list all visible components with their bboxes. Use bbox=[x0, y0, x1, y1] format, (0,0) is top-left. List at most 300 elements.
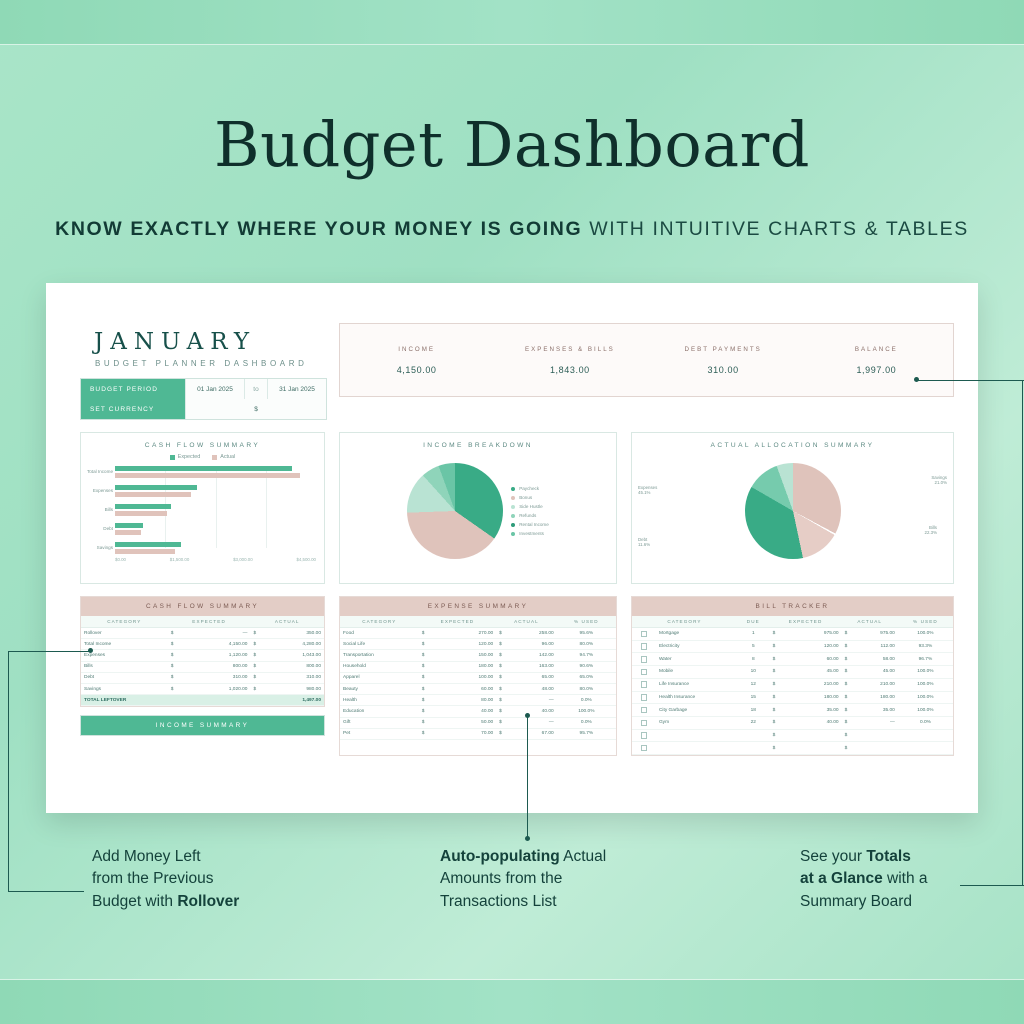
cell: $ bbox=[496, 661, 514, 672]
cell: 150.00 bbox=[442, 650, 497, 661]
cell: 120.00 bbox=[791, 640, 842, 653]
annotation-transactions bbox=[440, 846, 690, 913]
cell: 210.00 bbox=[858, 678, 898, 691]
cell: 980.00 bbox=[270, 683, 324, 694]
checkbox-icon[interactable] bbox=[641, 631, 648, 638]
table-row[interactable] bbox=[81, 650, 324, 661]
annotation-line: from the Previous bbox=[92, 870, 214, 888]
cash-flow-summary-table bbox=[80, 596, 325, 707]
cell: Food bbox=[340, 628, 419, 639]
cell: 67.00 bbox=[514, 728, 557, 739]
checkbox-icon[interactable] bbox=[641, 656, 648, 663]
annotation-summary bbox=[800, 846, 1000, 913]
table-row[interactable] bbox=[340, 639, 616, 650]
bar-row bbox=[92, 485, 316, 501]
bar-row-label: Debt bbox=[103, 526, 113, 531]
top-hairline bbox=[0, 44, 1024, 45]
cell: $ bbox=[770, 691, 791, 704]
kpi-strip bbox=[339, 323, 954, 397]
table-row[interactable] bbox=[632, 729, 953, 742]
cell: $ bbox=[770, 653, 791, 666]
table-row[interactable] bbox=[632, 742, 953, 755]
pie-legend-item bbox=[511, 531, 549, 536]
bar-row-label: Total Income bbox=[86, 469, 113, 474]
legend-swatch-icon bbox=[212, 455, 217, 460]
table-total-row bbox=[81, 695, 324, 706]
annotation-line: Budget with bbox=[92, 892, 178, 910]
cell: $ bbox=[168, 672, 190, 683]
cell: $ bbox=[419, 650, 442, 661]
cell: $ bbox=[168, 628, 190, 639]
cell: 112.00 bbox=[858, 640, 898, 653]
cell: Expenses bbox=[81, 650, 168, 661]
cash-flow-bars bbox=[86, 466, 316, 562]
annotation-line: Add Money Left bbox=[92, 848, 201, 865]
leader-node-summary bbox=[914, 377, 919, 382]
income-breakdown-panel bbox=[339, 432, 617, 584]
table-row[interactable] bbox=[81, 672, 324, 683]
cell: $ bbox=[250, 661, 269, 672]
bar-row bbox=[104, 504, 316, 520]
alloc-callout-savings bbox=[931, 475, 947, 485]
cell: 800.00 bbox=[270, 661, 324, 672]
cell bbox=[858, 742, 898, 755]
period-end-field[interactable]: 31 Jan 2025 bbox=[267, 379, 326, 399]
annotation-line: Transactions List bbox=[440, 892, 557, 910]
cell: 800.00 bbox=[190, 661, 251, 672]
table-row[interactable] bbox=[340, 661, 616, 672]
legend-expected-label: Expected bbox=[177, 454, 201, 460]
pie-legend-label: Side Hustle bbox=[519, 504, 543, 509]
annotation-bold: at a Glance bbox=[800, 870, 883, 888]
cell: 1,120.00 bbox=[190, 650, 251, 661]
budget-period-label: BUDGET PERIOD bbox=[81, 379, 185, 399]
cell: 95.7% bbox=[557, 728, 616, 739]
table-row[interactable] bbox=[340, 683, 616, 694]
cell: 975.00 bbox=[791, 628, 842, 641]
top-band bbox=[0, 0, 1024, 44]
cell: 60.00 bbox=[791, 653, 842, 666]
cell bbox=[737, 729, 770, 742]
bill-tracker-table bbox=[631, 596, 954, 756]
cell: 163.00 bbox=[514, 661, 557, 672]
annotation-bold: Totals bbox=[866, 848, 911, 865]
page-title: Budget Dashboard bbox=[214, 108, 810, 181]
table-row[interactable] bbox=[632, 704, 953, 717]
leader-line-left-horizontal bbox=[8, 651, 92, 652]
period-start-field[interactable]: 01 Jan 2025 bbox=[185, 379, 244, 399]
leader-line-middle bbox=[527, 716, 528, 838]
annotation-line: Summary Board bbox=[800, 892, 912, 910]
table-row[interactable] bbox=[340, 628, 616, 639]
bill-checkbox[interactable] bbox=[632, 716, 656, 729]
cell: Health Insurance bbox=[656, 691, 737, 704]
cell: 93.3% bbox=[898, 640, 953, 653]
table-row[interactable] bbox=[632, 653, 953, 666]
bar-row bbox=[103, 523, 316, 539]
table-row[interactable] bbox=[340, 650, 616, 661]
annotation-rollover bbox=[92, 846, 322, 913]
cell: $ bbox=[419, 728, 442, 739]
cell: 40.00 bbox=[514, 706, 557, 717]
page-subtitle bbox=[0, 218, 1024, 241]
table-row[interactable] bbox=[81, 628, 324, 639]
cell: 65.0% bbox=[557, 672, 616, 683]
alloc-callout-debt bbox=[638, 537, 650, 547]
cell: 65.00 bbox=[514, 672, 557, 683]
cell: 100.0% bbox=[557, 706, 616, 717]
cell: 8 bbox=[737, 653, 770, 666]
cell: — bbox=[858, 716, 898, 729]
pie-legend-item bbox=[511, 495, 549, 500]
cell: 90.6% bbox=[557, 661, 616, 672]
spreadsheet-card bbox=[46, 283, 978, 813]
bill-checkbox[interactable] bbox=[632, 653, 656, 666]
cell: $ bbox=[250, 628, 269, 639]
cell: Water bbox=[656, 653, 737, 666]
cell: 100.0% bbox=[898, 704, 953, 717]
cell: 0.0% bbox=[557, 717, 616, 728]
cell: 100.0% bbox=[898, 628, 953, 641]
bill-checkbox[interactable] bbox=[632, 691, 656, 704]
cell: 120.00 bbox=[442, 639, 497, 650]
cell: Social Life bbox=[340, 639, 419, 650]
column-header: ACTUAL bbox=[496, 616, 557, 628]
cell: $ bbox=[496, 728, 514, 739]
checkbox-icon[interactable] bbox=[641, 669, 648, 676]
table-row[interactable] bbox=[632, 666, 953, 679]
income-summary-title: INCOME SUMMARY bbox=[80, 715, 325, 736]
bill-table-title: BILL TRACKER bbox=[632, 597, 953, 616]
cell: 1,043.00 bbox=[270, 650, 324, 661]
cell: $ bbox=[770, 704, 791, 717]
leader-node-rollover bbox=[88, 648, 93, 653]
legend-actual bbox=[212, 454, 235, 460]
pie-legend-label: Bonus bbox=[519, 495, 533, 500]
bill-checkbox[interactable] bbox=[632, 628, 656, 641]
kpi-income-value: 4,150.00 bbox=[396, 364, 437, 375]
axis-tick: $3,000.00 bbox=[233, 557, 253, 562]
leader-node-transactions bbox=[525, 713, 530, 718]
axis-tick: $4,500.00 bbox=[296, 557, 316, 562]
table-row[interactable] bbox=[632, 716, 953, 729]
cell: 35.00 bbox=[791, 704, 842, 717]
kpi-expenses-label: EXPENSES & BILLS bbox=[524, 345, 615, 353]
cell: 58.00 bbox=[858, 653, 898, 666]
kpi-income bbox=[340, 346, 493, 375]
cell: 4,150.00 bbox=[190, 639, 251, 650]
cell: 258.00 bbox=[514, 628, 557, 639]
checkbox-icon[interactable] bbox=[641, 732, 648, 739]
month-subheading: BUDGET PLANNER DASHBOARD bbox=[95, 359, 308, 368]
cell: $ bbox=[842, 666, 859, 679]
cell: $ bbox=[250, 650, 269, 661]
cell: 35.00 bbox=[858, 704, 898, 717]
annotation-line: Actual bbox=[559, 848, 607, 865]
cell: 15 bbox=[737, 691, 770, 704]
kpi-income-label: INCOME bbox=[398, 345, 435, 353]
table-row[interactable] bbox=[632, 640, 953, 653]
annotation-line: Amounts from the bbox=[440, 870, 563, 888]
cell: Mobile bbox=[656, 666, 737, 679]
table-row[interactable] bbox=[340, 706, 616, 717]
cell: Apparel bbox=[340, 672, 419, 683]
bill-checkbox[interactable] bbox=[632, 640, 656, 653]
table-row[interactable] bbox=[81, 683, 324, 694]
table-row[interactable] bbox=[340, 728, 616, 739]
cell: $ bbox=[419, 661, 442, 672]
cell: $ bbox=[419, 695, 442, 706]
cell: 100.0% bbox=[898, 666, 953, 679]
actual-allocation-panel bbox=[631, 432, 954, 584]
cell bbox=[656, 742, 737, 755]
alloc-callout-label: Debt bbox=[638, 537, 648, 542]
bar-row-label: Bills bbox=[104, 507, 113, 512]
table-row[interactable] bbox=[340, 717, 616, 728]
expense-summary-table bbox=[339, 596, 617, 756]
cash-flow-legend bbox=[81, 454, 324, 460]
column-header: EXPECTED bbox=[770, 616, 842, 628]
actual-allocation-title: ACTUAL ALLOCATION SUMMARY bbox=[710, 442, 875, 449]
leader-line-left-bottom bbox=[8, 891, 84, 892]
leader-line-left-vertical bbox=[8, 651, 9, 891]
alloc-callout-label: Savings bbox=[931, 475, 947, 480]
pie-legend-item bbox=[511, 486, 549, 491]
cell: $ bbox=[168, 650, 190, 661]
column-header: CATEGORY bbox=[81, 616, 168, 628]
leader-line-right-top bbox=[918, 380, 1024, 381]
cash-flow-table-wrap bbox=[80, 596, 325, 756]
leader-line-right-vertical bbox=[1022, 380, 1023, 885]
cell: 210.00 bbox=[791, 678, 842, 691]
cell bbox=[791, 742, 842, 755]
cell: $ bbox=[770, 716, 791, 729]
allocation-pie-chart bbox=[745, 463, 841, 559]
cell: $ bbox=[419, 683, 442, 694]
cell: $ bbox=[842, 640, 859, 653]
income-pie-chart bbox=[407, 463, 503, 559]
cell: Total Income bbox=[81, 639, 168, 650]
cell: 18 bbox=[737, 704, 770, 717]
total-value: 1,497.00 bbox=[270, 695, 324, 706]
cell: 142.00 bbox=[514, 650, 557, 661]
bill-checkbox[interactable] bbox=[632, 666, 656, 679]
expense-table-title: EXPENSE SUMMARY bbox=[340, 597, 616, 616]
table-row[interactable] bbox=[632, 628, 953, 641]
table-row[interactable] bbox=[81, 639, 324, 650]
cash-flow-chart-title: CASH FLOW SUMMARY bbox=[144, 442, 261, 449]
table-header-row bbox=[340, 616, 616, 628]
cell: $ bbox=[250, 639, 269, 650]
cell: 0.0% bbox=[898, 716, 953, 729]
checkbox-icon[interactable] bbox=[641, 643, 648, 650]
cell: $ bbox=[842, 742, 859, 755]
cell: 95.6% bbox=[557, 628, 616, 639]
cell: $ bbox=[842, 678, 859, 691]
checkbox-icon[interactable] bbox=[641, 720, 648, 727]
alloc-callout-bills bbox=[925, 525, 937, 535]
leader-node-transactions-end bbox=[525, 836, 530, 841]
pie-legend-item bbox=[511, 504, 549, 509]
charts-row bbox=[80, 432, 954, 584]
cell bbox=[656, 729, 737, 742]
income-pie-legend bbox=[511, 486, 549, 536]
alloc-callout-value: 22.3% bbox=[924, 530, 937, 535]
kpi-expenses bbox=[493, 346, 646, 375]
bar-row-label: Expenses bbox=[92, 488, 113, 493]
cell: $ bbox=[496, 639, 514, 650]
legend-actual-label: Actual bbox=[220, 454, 236, 460]
checkbox-icon[interactable] bbox=[641, 707, 648, 714]
column-header: CATEGORY bbox=[632, 616, 737, 628]
cell: $ bbox=[842, 653, 859, 666]
cell: 100.0% bbox=[898, 678, 953, 691]
cell: Gym bbox=[656, 716, 737, 729]
cell: — bbox=[514, 717, 557, 728]
alloc-callout-value: 45.1% bbox=[638, 490, 651, 495]
legend-expected bbox=[170, 454, 200, 460]
cell: 975.00 bbox=[858, 628, 898, 641]
cell: $ bbox=[770, 729, 791, 742]
cell: 12 bbox=[737, 678, 770, 691]
cell: 350.00 bbox=[270, 628, 324, 639]
cell: Electricity bbox=[656, 640, 737, 653]
cell: $ bbox=[770, 628, 791, 641]
cell: Beauty bbox=[340, 683, 419, 694]
cell: $ bbox=[496, 650, 514, 661]
income-breakdown-title: INCOME BREAKDOWN bbox=[423, 442, 533, 449]
cell: $ bbox=[496, 695, 514, 706]
table-row[interactable] bbox=[632, 678, 953, 691]
checkbox-icon[interactable] bbox=[641, 745, 648, 752]
pie-legend-label: Investments bbox=[519, 531, 544, 536]
cell: $ bbox=[168, 639, 190, 650]
cell: 80.0% bbox=[557, 683, 616, 694]
cell: 0.0% bbox=[557, 695, 616, 706]
kpi-debt-label: DEBT PAYMENTS bbox=[684, 345, 762, 353]
cell: $ bbox=[842, 704, 859, 717]
cell: Gift bbox=[340, 717, 419, 728]
cell bbox=[250, 695, 269, 706]
cell bbox=[737, 742, 770, 755]
cell: Transportation bbox=[340, 650, 419, 661]
axis-tick: $1,500.00 bbox=[169, 557, 190, 562]
cell: Life Insurance bbox=[656, 678, 737, 691]
cell: Education bbox=[340, 706, 419, 717]
cash-flow-chart-panel bbox=[80, 432, 325, 584]
cell: 100.00 bbox=[442, 672, 497, 683]
cell: 60.00 bbox=[442, 683, 497, 694]
column-header: CATEGORY bbox=[340, 616, 419, 628]
period-between-label: to bbox=[244, 379, 267, 399]
cell: Mortgage bbox=[656, 628, 737, 641]
cell: 45.00 bbox=[791, 666, 842, 679]
bill-checkbox[interactable] bbox=[632, 678, 656, 691]
cash-flow-table-title: CASH FLOW SUMMARY bbox=[81, 597, 324, 616]
cell: City Garbage bbox=[656, 704, 737, 717]
kpi-debt bbox=[647, 346, 800, 375]
cell: 4,280.00 bbox=[270, 639, 324, 650]
cell: $ bbox=[419, 639, 442, 650]
cell: 48.00 bbox=[514, 683, 557, 694]
cash-flow-axis bbox=[115, 557, 316, 562]
cell: $ bbox=[770, 666, 791, 679]
cell: Pet bbox=[340, 728, 419, 739]
kpi-balance-label: BALANCE bbox=[854, 345, 898, 353]
alloc-callout-label: Bills bbox=[928, 525, 937, 530]
alloc-callout-expenses bbox=[638, 485, 657, 495]
column-header: ACTUAL bbox=[250, 616, 324, 628]
cell: 180.00 bbox=[858, 691, 898, 704]
cell: 40.00 bbox=[442, 706, 497, 717]
pie-legend-label: Paycheck bbox=[519, 486, 540, 491]
table-row[interactable] bbox=[340, 672, 616, 683]
pie-legend-item bbox=[511, 513, 549, 518]
cell: $ bbox=[842, 716, 859, 729]
cell: 100.0% bbox=[898, 691, 953, 704]
cell: 180.00 bbox=[442, 661, 497, 672]
cell: 70.00 bbox=[442, 728, 497, 739]
bar-row-label: Savings bbox=[96, 545, 113, 550]
cell: $ bbox=[770, 640, 791, 653]
cell: $ bbox=[496, 683, 514, 694]
cell: 5 bbox=[737, 640, 770, 653]
cell: Health bbox=[340, 695, 419, 706]
annotation-line: See your bbox=[800, 848, 867, 865]
cell: $ bbox=[168, 661, 190, 672]
checkbox-icon[interactable] bbox=[641, 681, 648, 688]
cell: $ bbox=[496, 672, 514, 683]
bottom-hairline bbox=[0, 979, 1024, 980]
cell: 270.00 bbox=[442, 628, 497, 639]
cell: 50.00 bbox=[442, 717, 497, 728]
cell: $ bbox=[496, 706, 514, 717]
cell bbox=[898, 729, 953, 742]
kpi-expenses-value: 1,843.00 bbox=[549, 364, 590, 375]
kpi-balance bbox=[800, 346, 953, 375]
cell: — bbox=[514, 695, 557, 706]
cell: 96.00 bbox=[514, 639, 557, 650]
cell: 1,020.00 bbox=[190, 683, 251, 694]
cell: — bbox=[190, 628, 251, 639]
cell: 310.00 bbox=[190, 672, 251, 683]
currency-field[interactable]: $ bbox=[185, 399, 326, 419]
table-row[interactable] bbox=[81, 661, 324, 672]
cell: Household bbox=[340, 661, 419, 672]
pie-legend-label: Refunds bbox=[519, 513, 537, 518]
cell: $ bbox=[419, 628, 442, 639]
budget-period-box[interactable] bbox=[80, 378, 327, 420]
month-heading: JANUARY bbox=[94, 329, 257, 355]
cell bbox=[190, 695, 251, 706]
column-header: ACTUAL bbox=[842, 616, 898, 628]
bar-row bbox=[86, 466, 316, 482]
cell: $ bbox=[496, 717, 514, 728]
cell: 96.7% bbox=[898, 653, 953, 666]
alloc-callout-value: 11.6% bbox=[638, 542, 651, 547]
bill-checkbox[interactable] bbox=[632, 729, 656, 742]
table-header-row bbox=[81, 616, 324, 628]
table-row[interactable] bbox=[340, 695, 616, 706]
column-header: DUE bbox=[737, 616, 770, 628]
column-header: EXPECTED bbox=[419, 616, 496, 628]
cell: 22 bbox=[737, 716, 770, 729]
pie-legend-label: Rental Income bbox=[519, 522, 549, 527]
checkbox-icon[interactable] bbox=[641, 694, 648, 701]
table-row[interactable] bbox=[632, 691, 953, 704]
bill-checkbox[interactable] bbox=[632, 742, 656, 755]
bill-checkbox[interactable] bbox=[632, 704, 656, 717]
